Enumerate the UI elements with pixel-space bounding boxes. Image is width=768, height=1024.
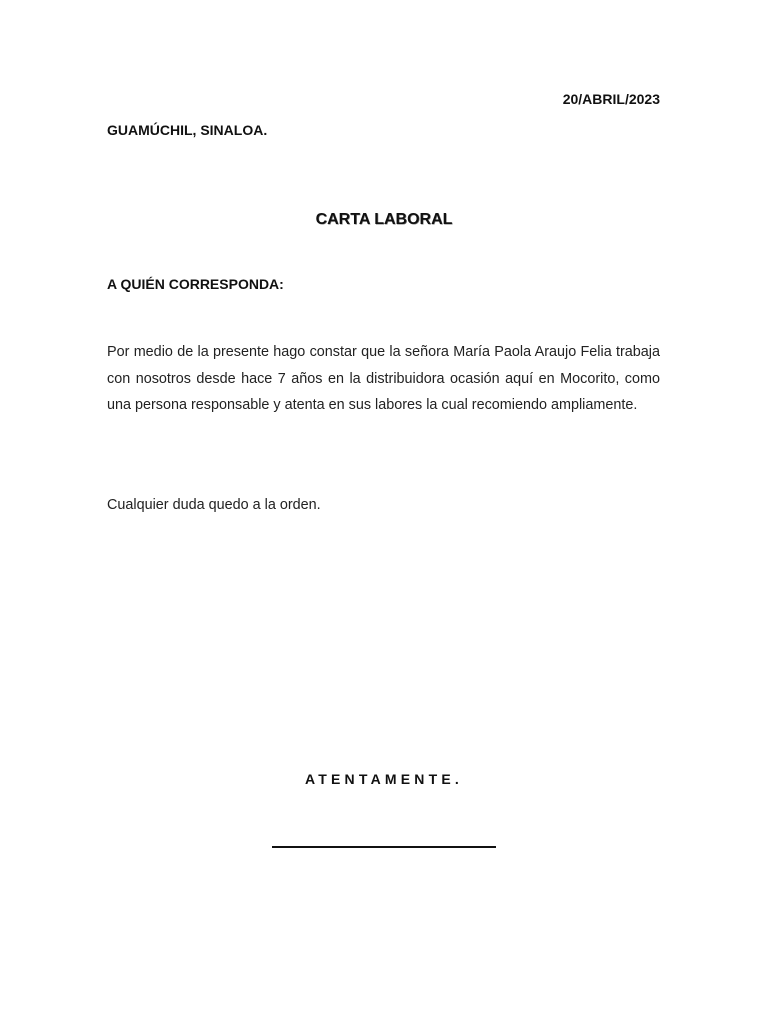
letter-farewell: ATENTAMENTE. [305,771,463,787]
letter-body: Por medio de la presente hago constar que la señora María Paola Araujo Felia trabaja con nosotros desde hace 7 años en la distribuidora ocasión aquí en Mocorito, como una persona responsable y atenta en sus labores la cual recomiendo ampliamente. [107,344,660,413]
letter-closing: Cualquier duda quedo a la orden. [107,497,321,513]
letter-date: 20/ABRIL/2023 [562,91,660,107]
letter-title: CARTA LABORAL [315,211,453,228]
letter-salutation: A QUIÉN CORRESPONDA: [107,276,284,292]
letter-place: GUAMÚCHIL, SINALOA. [107,122,268,138]
signature-line [272,846,496,848]
